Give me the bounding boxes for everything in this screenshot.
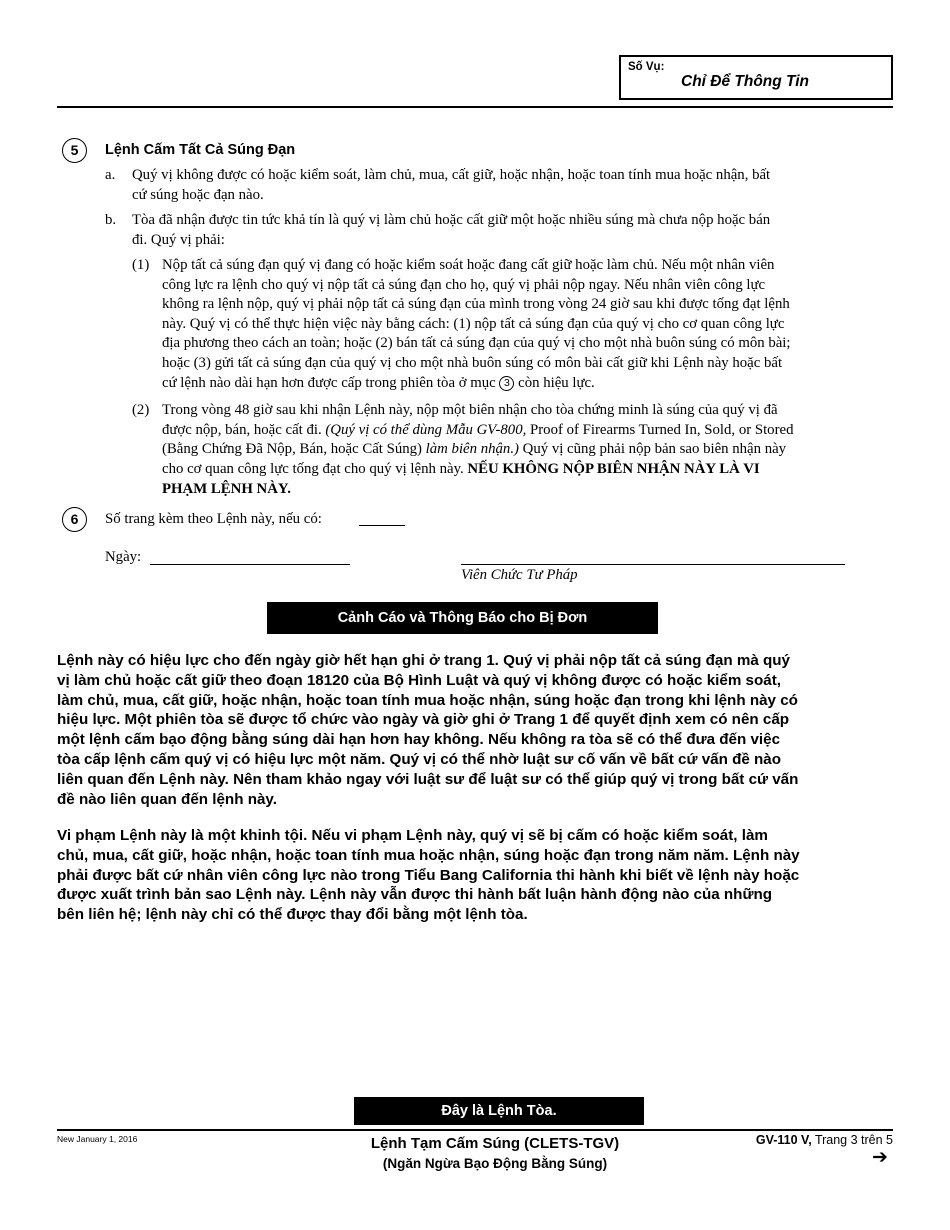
- item-a-label: a.: [105, 167, 116, 183]
- item-b2-line-2: [162, 421, 793, 441]
- warning-p2-line-1: Vi phạm Lệnh này là một khinh tội. Nếu vi phạm Lệnh này, quý vị sẽ bị cấm có hoặc kiểm soát, làm: [57, 827, 768, 844]
- warning-paragraph-2: [57, 826, 899, 925]
- item-b1-line-7-tail: còn hiệu lực.: [518, 375, 595, 391]
- item-b2-line-3-italic: làm biên nhận.): [425, 441, 519, 457]
- item-b2-line-5: PHẠM LỆNH NÀY.: [162, 481, 291, 497]
- warning-p2-line-3: phải được bất cứ nhân viên công lực nào trong Tiểu Bang California thi hành khi biết về lệnh này hoặc: [57, 866, 800, 884]
- item-b-line-1: Tòa đã nhận được tin tức khả tín là quý vị làm chủ hoặc cất giữ một hoặc nhiều súng mà chưa nộp hoặc bán: [132, 212, 771, 228]
- page-number: Trang 3 trên 5: [814, 1133, 893, 1147]
- warning-banner: Cảnh Cáo và Thông Báo cho Bị Đơn: [267, 602, 658, 634]
- warning-p1-line-6: tòa cấp lệnh cấm quý vị có hiệu lực một năm. Quý vị có thể nhờ luật sư cố vấn về bất cứ vấn đề nào: [57, 750, 782, 768]
- attached-pages-text: Số trang kèm theo Lệnh này, nếu có:: [105, 511, 322, 527]
- form-page-info: [756, 1133, 893, 1147]
- date-blank[interactable]: [150, 564, 350, 565]
- form-title: Lệnh Tạm Cấm Súng (CLETS-TGV): [370, 1135, 620, 1152]
- item-b-label: b.: [105, 212, 117, 228]
- item-b1-label: (1): [132, 257, 150, 273]
- item-b2-line-2-form-title: Proof of Firearms Turned In, Sold, or Stored: [530, 422, 794, 438]
- warning-p2-line-5: bên liên hệ; lệnh này chỉ có thể được thay đổi bằng một lệnh tòa.: [57, 906, 528, 924]
- item-b2-label: (2): [132, 402, 150, 418]
- item-b2-line-3-tail: Quý vị cũng phải nộp bản sao biên nhận này: [522, 441, 787, 457]
- item-b1-line-3: không ra lệnh nộp, quý vị phải nộp tất cả súng đạn của mình trong vòng 24 giờ sau khi được tống đạt lệnh: [162, 296, 790, 312]
- item-a-line-1: Quý vị không được có hoặc kiểm soát, làm chủ, mua, cất giữ, hoặc nhận, hoặc toan tính mua hoặc nhận, bất: [132, 167, 771, 183]
- warning-p1-line-3: làm chủ, mua, cất giữ, hoặc nhận, hoặc toan tính mua hoặc nhận, súng hoặc đạn trong khi lệnh này có: [57, 691, 798, 709]
- warning-paragraph-1: [57, 651, 899, 809]
- warning-p1-line-8: đề nào liên quan đến lệnh này.: [57, 790, 277, 808]
- item-b2-line-1: Trong vòng 48 giờ sau khi nhận Lệnh này, nộp một biên nhận cho tòa chứng minh là súng của quý vị đã: [162, 402, 778, 418]
- case-number-box: [619, 55, 893, 100]
- revision-date: New January 1, 2016: [57, 1134, 138, 1144]
- item-a-line-2: cứ súng hoặc đạn nào.: [132, 187, 264, 203]
- item-b2-line-3: [162, 440, 786, 460]
- form-subtitle: (Ngăn Ngừa Bạo Động Bằng Súng): [382, 1156, 608, 1171]
- case-number-label: Số Vụ:: [628, 61, 665, 73]
- judicial-officer-label: Viên Chức Tư Pháp: [461, 567, 578, 583]
- case-number-value: Chỉ Để Thông Tin: [681, 73, 810, 90]
- footer-divider: [57, 1129, 893, 1131]
- item-b1-line-7: [162, 374, 595, 394]
- section-6-number: 6: [62, 507, 87, 532]
- item-b1-line-4: này. Quý vị có thể thực hiện việc này bằng cách: (1) nộp tất cả súng đạn của quý vị cho cơ quan công lực: [162, 316, 785, 332]
- attached-pages-blank[interactable]: [359, 525, 405, 526]
- item-b2-line-4-bold: NẾU KHÔNG NỘP BIÊN NHẬN NÀY LÀ VI: [467, 461, 760, 477]
- section-5-number: 5: [62, 138, 87, 163]
- warning-p2-line-4: được xuất trình bản sao Lệnh này. Lệnh này vẫn được thi hành bất luận hành động nào của những: [57, 886, 773, 904]
- item-b1-line-6: hoặc (3) gửi tất cả súng đạn của quý vị cho một nhà buôn súng có môn bài cất giữ khi Lệnh này hoặc bất: [162, 355, 783, 371]
- date-label: Ngày:: [105, 549, 142, 565]
- item-b2-line-3-text: (Bằng Chứng Đã Nộp, Bán, hoặc Cất Súng): [162, 441, 422, 457]
- form-number: GV-110 V,: [755, 1133, 812, 1147]
- item-b1-line-2: công lực ra lệnh cho quý vị nộp tất cả súng đạn cho họ, quý vị phải nộp ngay. Nếu nhân viên công lực: [162, 277, 766, 293]
- warning-p1-line-5: một lệnh cấm bạo động bằng súng dài hạn hơn hay không. Nếu không ra tòa sẽ có thể đưa đến việc: [57, 731, 781, 749]
- warning-p1-line-4: hiệu lực. Một phiên tòa sẽ được tổ chức vào ngày và giờ ghi ở Trang 1 để quyết định xem có nên cấp: [57, 711, 790, 729]
- item-reference-circle: 3: [499, 376, 514, 391]
- item-b-line-2: đi. Quý vị phải:: [132, 232, 225, 248]
- item-b1-line-5: địa phương theo cách an toàn; hoặc (2) bán tất cả súng đạn của quý vị cho một nhà buôn súng có môn bài;: [162, 335, 791, 351]
- next-page-arrow-icon: ➔: [872, 1146, 888, 1168]
- item-b1-line-7-text: cứ lệnh nào dài hạn hơn được cấp trong phiên tòa ở mục: [162, 375, 496, 391]
- item-b1-line-1: Nộp tất cả súng đạn quý vị đang có hoặc kiểm soát hoặc đang cất giữ hoặc làm chủ. Nếu một nhân viên: [162, 257, 775, 273]
- item-b2-line-2-text: được nộp, bán, hoặc cất đi.: [162, 422, 322, 438]
- signature-line[interactable]: [461, 564, 845, 565]
- item-b2-line-4: [162, 460, 760, 480]
- header-divider: [57, 106, 893, 108]
- item-b2-line-4-text: cho cơ quan công lực tống đạt cho quý vị lệnh này.: [162, 461, 464, 477]
- section-5-title: Lệnh Cấm Tất Cả Súng Đạn: [105, 142, 296, 158]
- court-order-banner: Đây là Lệnh Tòa.: [354, 1097, 644, 1125]
- warning-p2-line-2: chủ, mua, cất giữ, hoặc nhận, hoặc toan tính mua hoặc nhận, súng hoặc đạn trong năm năm. Lệnh này: [57, 846, 800, 864]
- warning-p1-line-2: vị làm chủ hoặc cất giữ theo đoạn 18120 của Bộ Hình Luật và quý vị không được có hoặc kiểm soát,: [57, 671, 781, 689]
- warning-p1-line-7: liên quan đến Lệnh này. Nên tham khảo ngay với luật sư để luật sư có thể giúp quý vị trong bất cứ vấn: [57, 770, 799, 788]
- warning-p1-line-1: Lệnh này có hiệu lực cho đến ngày giờ hết hạn ghi ở trang 1. Quý vị phải nộp tất cả súng đạn mà quý: [57, 652, 790, 669]
- item-b2-line-2-italic: (Quý vị có thể dùng Mẫu GV-800,: [325, 422, 527, 438]
